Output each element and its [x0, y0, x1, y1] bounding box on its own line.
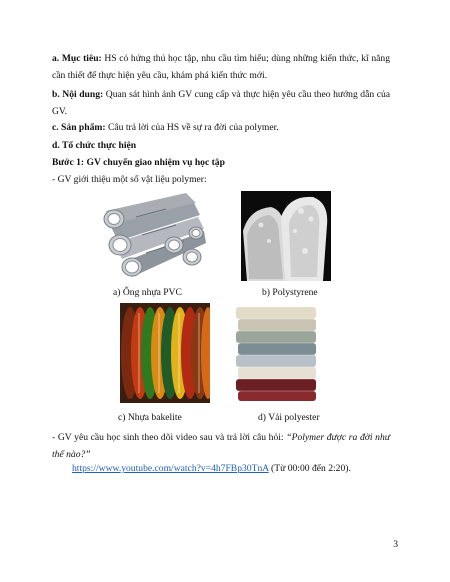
objective-label: a. Mục tiêu:	[52, 53, 102, 64]
question-prefix: - GV yêu cầu học sinh theo dõi video sau và trả lời câu hỏi:	[52, 432, 287, 443]
intro-line: - GV giới thiệu một số vật liệu polymer:	[52, 174, 207, 185]
video-note: (Từ 00:00 đến 2:20).	[268, 463, 351, 474]
page-number: 3	[393, 539, 398, 550]
caption-polyester: d) Vải polyester	[258, 412, 320, 423]
caption-bakelite: c) Nhựa bakelite	[118, 412, 182, 423]
polystyrene-foam-photo	[241, 191, 331, 281]
question-paragraph	[52, 429, 390, 463]
product-paragraph	[52, 121, 279, 135]
pvc-pipes-photo	[96, 191, 208, 281]
objective-paragraph	[52, 50, 390, 84]
product-label: c. Sản phẩm:	[52, 122, 106, 133]
step1-heading: Bước 1: GV chuyển giao nhiệm vụ học tập	[52, 157, 225, 168]
content-text: Quan sát hình ảnh GV cung cấp và thực hiện yêu cầu theo hướng dẫn của GV.	[52, 89, 391, 117]
video-line	[72, 462, 351, 476]
caption-polystyrene: b) Polystyrene	[262, 287, 318, 298]
video-link[interactable]: https://www.youtube.com/watch?v=4h7FBp30TnA	[72, 463, 269, 474]
caption-pvc: a) Ống nhựa PVC	[113, 287, 182, 298]
content-label: b. Nội dung:	[52, 89, 104, 100]
polyester-fabric-photo	[232, 303, 316, 403]
organization-heading: d. Tổ chức thực hiện	[52, 140, 137, 151]
bakelite-bangles-photo	[120, 303, 210, 403]
content-paragraph	[52, 86, 390, 120]
question-quote: “Polymer được ra đời như thế nào?”	[52, 432, 391, 460]
objective-text: HS có hứng thú học tập, nhu cầu tìm hiểu; dùng những kiến thức, kĩ năng cần thiết để thực hiện yêu cầu, khám phá kiến thức mới.	[52, 53, 390, 81]
product-text: Câu trả lời của HS về sự ra đời của polymer.	[105, 122, 279, 133]
